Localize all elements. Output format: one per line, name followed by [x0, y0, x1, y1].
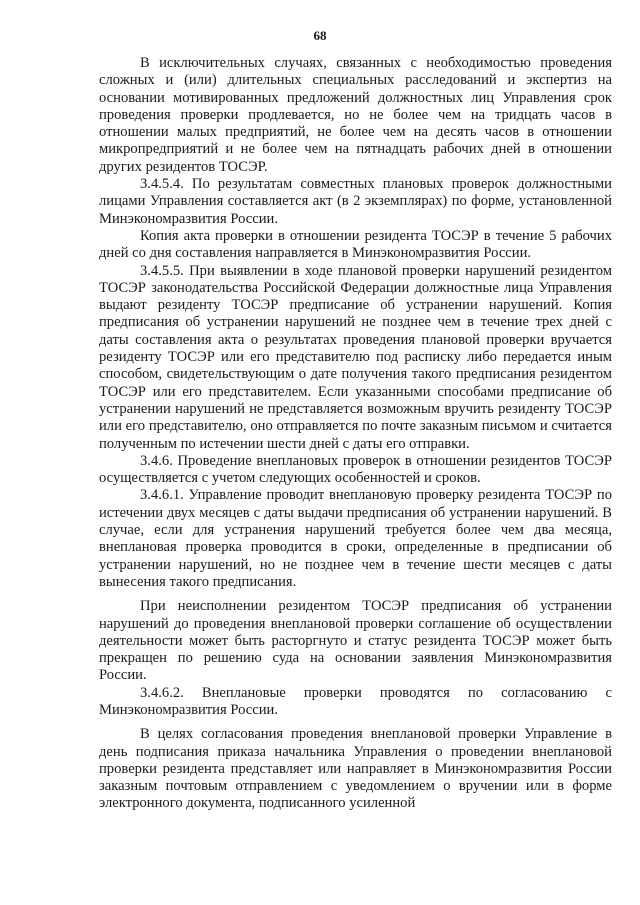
paragraph-extension-of-inspection: В исключительных случаях, связанных с необходимостью проведения сложных и (или) длительных специальных расследований и экспертиз на основании мотивированных предложений должностных лиц Управления срок проведения проверки продлевается, но не более чем на тридцать часов в отношении малых предприятий, не более чем на десять часов в отношении микропредприятий и не более чем на пятнадцать рабочих дней в отношении других резидентов ТОСЭР.	[99, 55, 612, 175]
page-number: 68	[313, 28, 327, 43]
paragraph-3-4-5-4: 3.4.5.4. По результатам совместных плановых проверок должностными лицами Управления составляется акт (в 2 экземплярах) по форме, установленной Минэкономразвития России.	[99, 176, 612, 227]
document-body	[99, 55, 612, 813]
paragraph-approval-procedure: В целях согласования проведения внеплановой проверки Управление в день подписания приказа начальника Управления о проведении внеплановой проверки резидента представляет или направляет в Минэкономразвития России заказным почтовым отправлением с уведомлением о вручении или в форме электронного документа, подписанного усиленной	[99, 726, 612, 812]
paragraph-3-4-6-1: 3.4.6.1. Управление проводит внеплановую проверку резидента ТОСЭР по истечении двух месяцев с даты выдачи предписания об устранении нарушений. В случае, если для устранения нарушений требуется более чем два месяца, внеплановая проверка проводится в сроки, определенные в предписании об устранении нарушений, но не позднее чем в течение шести месяцев с даты вынесения такого предписания.	[99, 487, 612, 590]
paragraph-3-4-5-5: 3.4.5.5. При выявлении в ходе плановой проверки нарушений резидентом ТОСЭР законодательства Российской Федерации должностные лица Управления выдают резиденту ТОСЭР предписание об устранении нарушений. Копия предписания об устранении нарушений не позднее чем в течение трех дней с даты составления акта о результатах проведения плановой проверки вручается резиденту ТОСЭР или его представителю под расписку либо передается иным способом, свидетельствующим о дате получения такого предписания резидентом ТОСЭР или его представителем. Если указанными способами предписание об устранении нарушений не представляется возможным вручить резиденту ТОСЭР или его представителю, оно отправляется по почте заказным письмом и считается полученным по истечении шести дней с даты его отправки.	[99, 262, 612, 452]
paragraph-3-4-6-2: 3.4.6.2. Внеплановые проверки проводятся по согласованию с Минэкономразвития России.	[99, 684, 612, 718]
paragraph-3-4-6: 3.4.6. Проведение внеплановых проверок в отношении резидентов ТОСЭР осуществляется с учетом следующих особенностей и сроков.	[99, 452, 612, 487]
paragraph-act-copy: Копия акта проверки в отношении резидента ТОСЭР в течение 5 рабочих дней со дня составления направляется в Минэкономразвития России.	[99, 227, 612, 262]
paragraph-non-compliance: При неисполнении резидентом ТОСЭР предписания об устранении нарушений до проведения внеплановой проверки соглашение об осуществлении деятельности может быть расторгнуто и статус резидента ТОСЭР может быть прекращен по решению суда на основании заявления Минэкономразвития России.	[99, 598, 612, 684]
